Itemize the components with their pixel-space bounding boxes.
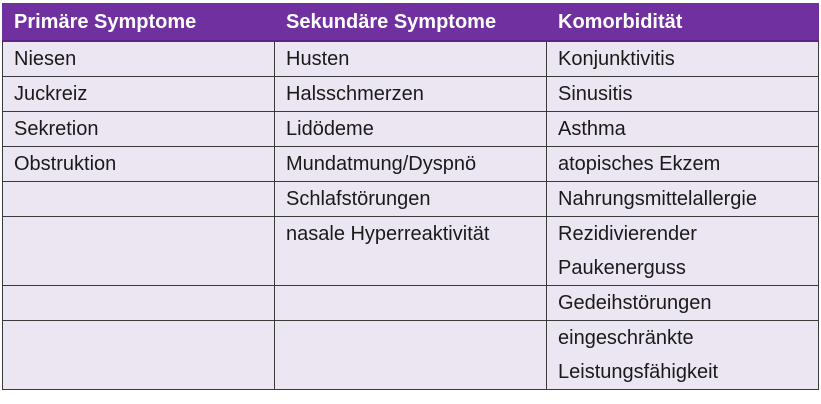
column-header-primary: Primäre Symptome: [3, 4, 275, 42]
table-cell: nasale Hyperreaktivität: [275, 217, 547, 286]
table-cell: Lidödeme: [275, 112, 547, 147]
table-row: [3, 77, 819, 112]
table-cell: [3, 182, 275, 217]
table-cell: Sekretion: [3, 112, 275, 147]
column-header-secondary: Sekundäre Symptome: [275, 4, 547, 42]
table-cell: Juckreiz: [3, 77, 275, 112]
table-row: [3, 286, 819, 321]
table-cell: eingeschränkte Leistungsfähigkeit: [547, 321, 819, 390]
table-cell: [3, 217, 275, 286]
table-cell: [3, 321, 275, 390]
table-cell: Gedeihstörungen: [547, 286, 819, 321]
table-row: [3, 182, 819, 217]
table-cell: Rezidivierender Paukenerguss: [547, 217, 819, 286]
table-cell: Halsschmerzen: [275, 77, 547, 112]
table-header-row: [3, 4, 819, 42]
table-cell: Husten: [275, 41, 547, 77]
table-cell: [275, 321, 547, 390]
table-cell: Schlafstörungen: [275, 182, 547, 217]
table-cell: Obstruktion: [3, 147, 275, 182]
table-row: [3, 112, 819, 147]
symptom-table: [2, 3, 819, 390]
table-row: [3, 321, 819, 390]
symptom-table-container: [2, 3, 818, 390]
table-cell: atopisches Ekzem: [547, 147, 819, 182]
table-cell: Mundatmung/Dyspnö: [275, 147, 547, 182]
table-cell: Sinusitis: [547, 77, 819, 112]
table-cell: [3, 286, 275, 321]
table-row: [3, 217, 819, 286]
column-header-comorbidity: Komorbidität: [547, 4, 819, 42]
table-cell: Nahrungsmittelallergie: [547, 182, 819, 217]
table-cell: Konjunktivitis: [547, 41, 819, 77]
table-cell: Asthma: [547, 112, 819, 147]
table-cell: Niesen: [3, 41, 275, 77]
table-cell: [275, 286, 547, 321]
table-row: [3, 147, 819, 182]
table-row: [3, 41, 819, 77]
